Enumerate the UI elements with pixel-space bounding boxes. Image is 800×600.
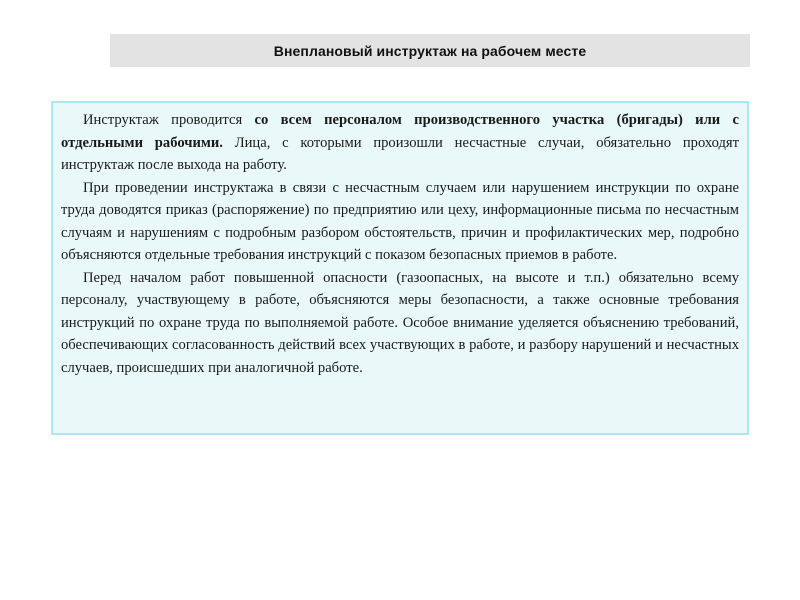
paragraph-1-lead: Инструктаж проводится (83, 112, 255, 128)
paragraph-1 (61, 109, 739, 177)
paragraph-3: Перед началом работ повышенной опасности (газоопасных, на высоте и т.п.) обязательно всему персоналу, участвующему в работе, объясняются меры безопасности, а также основные требования инструкций по охране труда по выполняемой работе. Особое внимание уделяется объяснению требований, обеспечивающих согласованность действий всех участвующих в работе, и разбору нарушений и несчастных случаев, происшедших при аналогичной работе. (61, 269, 739, 376)
content-text-box (51, 101, 749, 435)
paragraph-2: При проведении инструктажа в связи с несчастным случаем или нарушением инструкции по охране труда доводятся приказ (распоряжение) по предприятию или цеху, информационные письма по несчастным случаям и нарушениям с подробным разбором обстоятельств, причин и профилактических мер, подробно объясняются отдельные требования инструкций с показом безопасных приемов в работе. (61, 179, 739, 263)
slide-title: Внеплановый инструктаж на рабочем месте (273, 42, 587, 59)
paragraph-1-bold: со всем персоналом производственного участка (бригады) или с отдельными рабочими. (61, 112, 739, 151)
paragraph-1-tail: Лица, с которыми произошли несчастные случаи, обязательно проходят инструктаж после выхода на работу. (61, 134, 740, 173)
slide-title-bar (110, 34, 750, 67)
